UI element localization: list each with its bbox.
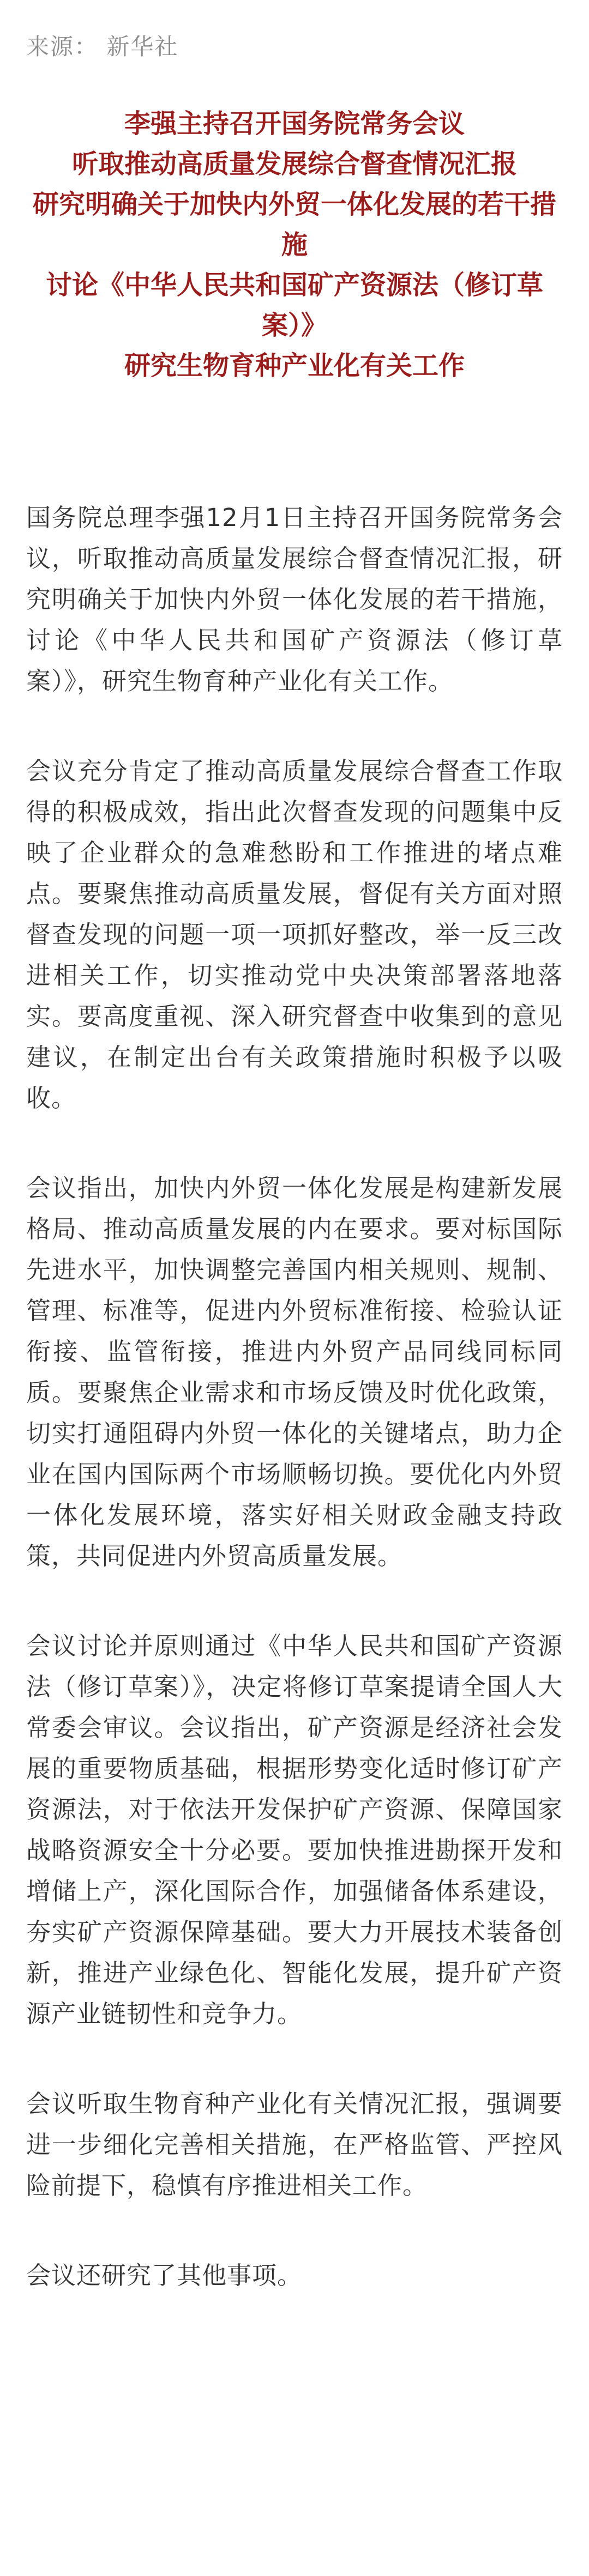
source-line [26,31,178,63]
source-name: 新华社 [106,33,179,60]
paragraph: 国务院总理李强12月1日主持召开国务院常务会议，听取推动高质量发展综合督查情况汇报，研究明确关于加快内外贸一体化发展的若干措施，讨论《中华人民共和国矿产资源法（修订草案）》，研究生物育种产业化有关工作。 [26,503,563,696]
paragraph: 会议讨论并原则通过《中华人民共和国矿产资源法（修订草案）》，决定将修订草案提请全国人大常委会审议。会议指出，矿产资源是经济社会发展的重要物质基础，根据形势变化适时修订矿产资源法，对于依法开发保护矿产资源、保障国家战略资源安全十分必要。要加快推进勘探开发和增储上产，深化国际合作，加强储备体系建设，夯实矿产资源保障基础。要大力开展技术装备创新，推进产业绿色化、智能化发展，提升矿产资源产业链韧性和竞争力。 [26,1631,563,2028]
source-label: 来源： [26,33,99,60]
paragraph: 会议听取生物育种产业化有关情况汇报，强调要进一步细化完善相关措施，在严格监管、严控风险前提下，稳慎有序推进相关工作。 [26,2089,563,2200]
headline-line: 听取推动高质量发展综合督查情况汇报 [71,149,517,179]
paragraph: 会议指出，加快内外贸一体化发展是构建新发展格局、推动高质量发展的内在要求。要对标国际先进水平，加快调整完善国内相关规则、规制、管理、标准等，促进内外贸标准衔接、检验认证衔接、监管衔接，推进内外贸产品同线同标同质。要聚焦企业需求和市场反馈及时优化政策，切实打通阻碍内外贸一体化的关键堵点，助力企业在国内国际两个市场顺畅切换。要优化内外贸一体化发展环境，落实好相关财政金融支持政策，共同促进内外贸高质量发展。 [26,1174,563,1570]
headline-line: 讨论《中华人民共和国矿产资源法（修订草案）》 [45,270,543,341]
article-body [26,497,563,2296]
paragraph: 会议还研究了其他事项。 [26,2261,303,2290]
article-headline [22,104,567,386]
headline-line: 研究生物育种产业化有关工作 [124,350,465,381]
headline-line: 李强主持召开国务院常务会议 [124,108,465,139]
headline-line: 研究明确关于加快内外贸一体化发展的若干措施 [32,189,556,260]
paragraph: 会议充分肯定了推动高质量发展综合督查工作取得的积极成效，指出此次督查发现的问题集中反映了企业群众的急难愁盼和工作推进的堵点难点。要聚焦推动高质量发展，督促有关方面对照督查发现的问题一项一项抓好整改，举一反三改进相关工作，切实推动党中央决策部署落地落实。要高度重视、深入研究督查中收集到的意见建议，在制定出台有关政策措施时积极予以吸收。 [26,757,563,1112]
